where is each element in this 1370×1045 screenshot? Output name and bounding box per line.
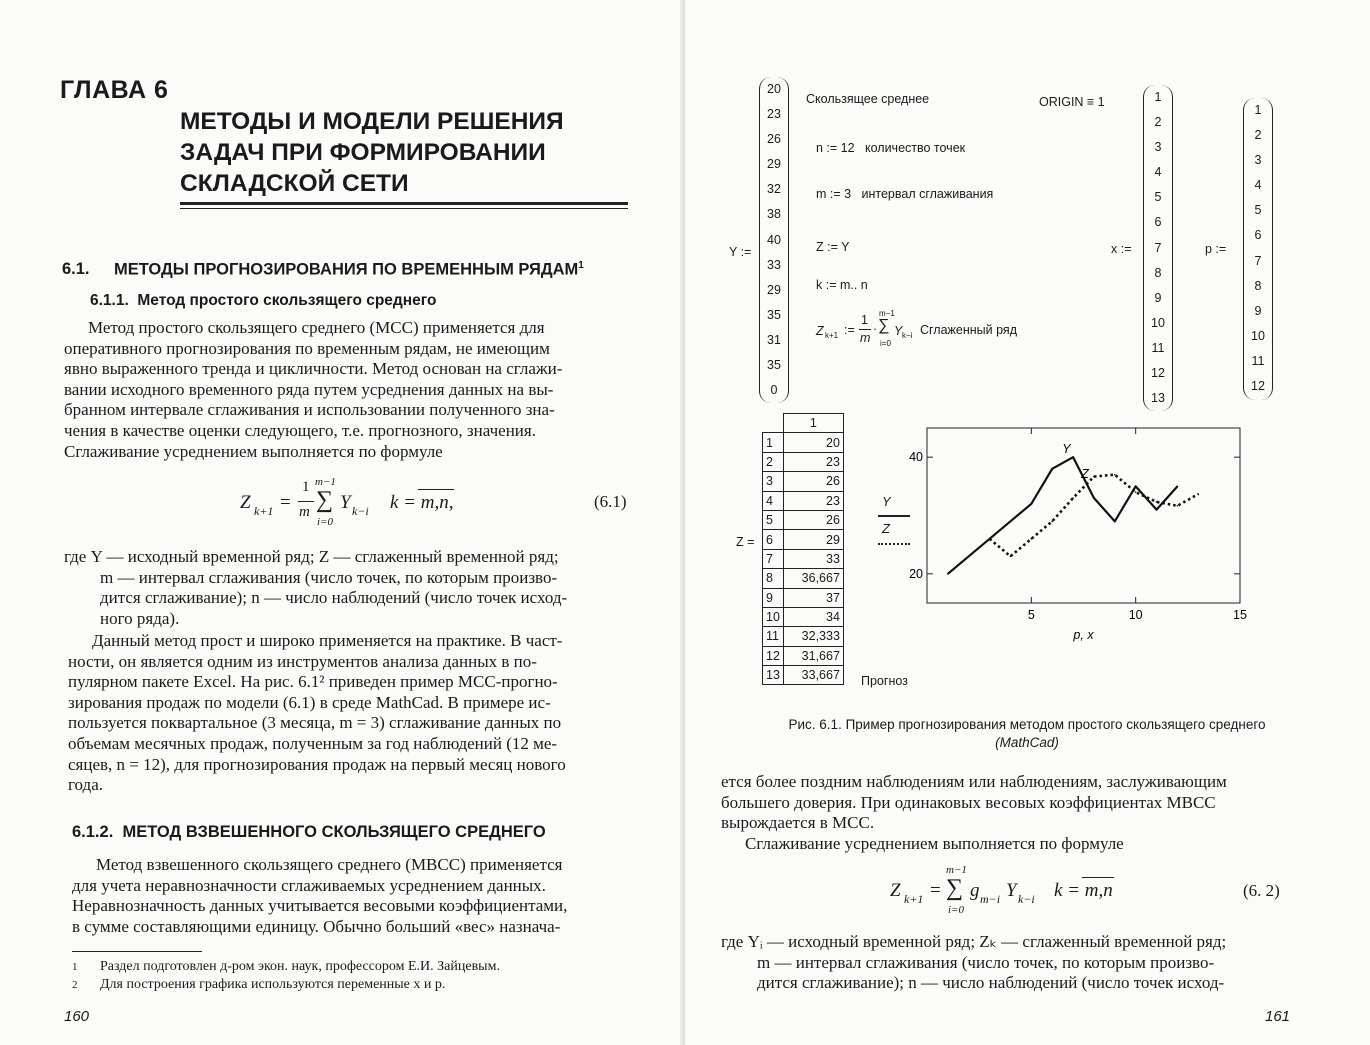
sum-symbol: ∑: [946, 875, 964, 901]
table-header-row: [763, 414, 844, 433]
m-definition: m := 3 интервал сглаживания: [816, 187, 994, 201]
table-cell-value: 33,667: [783, 666, 843, 685]
eq-frac-num: 1: [302, 479, 310, 495]
eq-lhs-sub: k+1: [254, 504, 274, 518]
mc-sum-top: m−1: [879, 309, 895, 318]
text-line: объемам месячных продаж, полученным за год наблюдений (12 ме-: [68, 733, 558, 753]
series-line-y: [948, 457, 1178, 574]
chapter-title-line: СКЛАДСКОЙ СЕТИ: [180, 170, 409, 197]
text-line: m — интервал сглаживания (число точек, по которым произво-: [100, 567, 558, 587]
text-line: сяцев, n = 12), для прогнозирования продаж на первый месяц нового: [68, 754, 566, 774]
mc-term-sub: k−i: [902, 331, 913, 340]
text-line: оперативного прогнозирования по временным рядам, не имеющим: [64, 338, 550, 358]
data-point-y: [1072, 456, 1074, 458]
eq-g-sub: m−i: [980, 892, 1001, 906]
eq-equals: =: [930, 880, 941, 901]
table-row: [763, 627, 844, 646]
text-line: Метод взвешенного скользящего среднего (МВСС) применяется: [96, 855, 563, 874]
paragraph-where-2: [721, 932, 1291, 994]
chapter-rule-thin: [180, 208, 628, 209]
caption-line: (MathCad): [995, 735, 1059, 750]
vector-entry: 33: [767, 257, 781, 272]
table-cell-value: 31,667: [783, 646, 843, 665]
table-row: [763, 452, 844, 471]
eq-term: Y: [1006, 880, 1017, 901]
vector-entry: 10: [1151, 315, 1165, 330]
table-row: [763, 510, 844, 529]
table-cell-value: 37: [783, 588, 843, 607]
table-header: 1: [783, 414, 843, 433]
table-row: [763, 549, 844, 568]
z-table-label: Z =: [736, 535, 755, 549]
origin-def: ORIGIN ≡ 1: [1039, 95, 1105, 109]
data-point-y: [947, 573, 949, 575]
text-line: где Y — исходный временной ряд; Z — сглаженный временной ряд;: [64, 547, 559, 566]
data-point-z: [989, 538, 991, 540]
vector-entry: 35: [767, 307, 781, 322]
equation-6-1: [240, 474, 500, 534]
eq-g: g: [970, 880, 980, 901]
data-point-z: [1135, 491, 1137, 493]
paragraph-continued: [721, 772, 1291, 854]
legend-z-label: Z: [882, 521, 890, 536]
data-point-y: [1135, 486, 1137, 488]
chapter-title-line: МЕТОДЫ И МОДЕЛИ РЕШЕНИЯ: [180, 108, 564, 135]
text-line: года.: [68, 775, 104, 795]
vector-entry: 6: [1254, 228, 1262, 243]
text-line: Неравнозначность данных учитывается весовыми коэффициентами,: [72, 896, 568, 916]
text-line: Сглаживание усреднением выполняется по формуле: [64, 441, 443, 461]
mc-sum-bot: i=0: [880, 339, 891, 348]
vector-entry: 2: [1154, 115, 1162, 130]
forecast-label: Прогноз: [861, 674, 908, 688]
eq-range-overline: [418, 489, 454, 490]
vector-entry: 11: [1251, 353, 1265, 368]
vector-entry: 1: [1154, 90, 1162, 104]
vector-entry: 4: [1254, 178, 1262, 193]
table-cell-index: 5: [763, 510, 784, 529]
page-number: 161: [1265, 1008, 1291, 1025]
footnote-text: Раздел подготовлен д-ром экон. наук, профессором Е.И. Зайцевым.: [100, 959, 500, 974]
table-row: [763, 569, 844, 588]
text-line: зирования продаж по модели (6.1) в среде MathCad. В примере ис-: [68, 692, 551, 712]
footnotes: [72, 958, 632, 994]
table-cell-value: 20: [783, 433, 843, 452]
text-line: пользуется поквартальное (3 месяца, m = 3) сглаживание данных по: [68, 713, 562, 733]
vector-entry: 26: [767, 132, 781, 147]
table-row: [763, 491, 844, 510]
text-line: вании исходного временного ряда путем усреднения данных на вы-: [64, 379, 554, 399]
text-line: для учета неравнозначности сглаживаемых усреднением данных.: [72, 875, 546, 895]
table-row: [763, 530, 844, 549]
vector-entry: 5: [1254, 203, 1262, 218]
table-cell-index: 10: [763, 607, 784, 626]
paragraph-where: [64, 547, 630, 629]
section-title: [114, 260, 584, 280]
section-number: 6.1.: [62, 260, 90, 278]
table-cell-value: 32,333: [783, 627, 843, 646]
equation-number: (6. 2): [1243, 881, 1280, 900]
vector-entry: 38: [767, 207, 781, 222]
table-row: [763, 607, 844, 626]
subsection-title: 6.1.1. Метод простого скользящего среднего: [90, 292, 437, 309]
vector-entry: 7: [1254, 253, 1262, 268]
table-row: [763, 433, 844, 452]
vector-entry: 29: [767, 157, 781, 172]
mc-assign: :=: [844, 323, 855, 337]
text-line: чения в качестве оценки следующего, т.е. прогнозного, значения.: [64, 420, 536, 440]
data-point-y: [1010, 521, 1012, 523]
mc-term: Y: [894, 324, 903, 338]
y-tick-label: 40: [909, 450, 923, 465]
equation-number: (6.1): [594, 492, 627, 511]
vector-entry: 23: [767, 107, 781, 122]
table-cell-value: 23: [783, 491, 843, 510]
mc-frac-den: m: [860, 331, 871, 345]
eq-sum-top: m−1: [315, 476, 336, 488]
table-cell-index: 9: [763, 588, 784, 607]
y-vector-label: Y :=: [729, 245, 752, 259]
chapter-title: [180, 106, 640, 199]
k-definition: k := m.. n: [816, 278, 868, 292]
text-line: ности, он является одним из инструментов анализа данных в по-: [68, 651, 537, 671]
vector-entry: 3: [1154, 140, 1162, 155]
vector-entry: 13: [1151, 391, 1165, 406]
x-tick-label: 5: [1027, 608, 1035, 622]
mc-frac-num: 1: [861, 313, 868, 327]
text-line: бранном интервале сглаживания и использовании полученного зна-: [64, 400, 555, 420]
data-point-z: [1072, 497, 1074, 499]
mathcad-smoothing-formula: [816, 308, 1056, 352]
vector-entry: 12: [1251, 379, 1265, 394]
vector-entry: 31: [767, 332, 781, 347]
text-line: пулярном пакете Excel. На рис. 6.1² приведен пример МСС-прогно-: [68, 672, 558, 692]
chapter-label: ГЛАВА 6: [60, 76, 169, 104]
text-line: вырождается в МСС.: [721, 813, 875, 833]
text-line: ного ряда).: [100, 608, 180, 628]
eq-term-sub: k−i: [1018, 892, 1035, 906]
table-cell-index: 8: [763, 569, 784, 588]
data-point-y: [1156, 509, 1158, 511]
vector-entry: 20: [767, 82, 781, 96]
text-line: ется более поздним наблюдениям или наблюдениям, заслуживающим: [721, 772, 1227, 791]
table-cell-index: 7: [763, 549, 784, 568]
paragraph-mvss: [72, 855, 638, 937]
vector-entry: 32: [767, 182, 781, 197]
mc-lhs-sub: k+1: [825, 331, 839, 340]
table-cell-index: 11: [763, 627, 784, 646]
table-row: [763, 588, 844, 607]
table-cell-value: 26: [783, 510, 843, 529]
eq-term-sub: k−i: [352, 504, 369, 518]
line-chart: [885, 420, 1265, 650]
text-line: где Yᵢ — исходный временной ряд; Zₖ — сглаженный временной ряд;: [721, 932, 1227, 951]
mc-dot: ·: [873, 322, 878, 336]
text-line: Данный метод прост и широко применяется на практике. В част-: [92, 631, 563, 650]
legend-y-label: Y: [882, 494, 891, 509]
data-point-y: [968, 556, 970, 558]
data-point-z: [1010, 556, 1012, 558]
eq-range: k = m,n: [1054, 880, 1113, 901]
sum-symbol: ∑: [316, 487, 334, 513]
x-tick-label: 10: [1128, 608, 1143, 622]
plot-frame: [927, 428, 1240, 603]
data-point-z: [1031, 538, 1033, 540]
eq-sum-bot: i=0: [317, 516, 333, 528]
caption-line: Рис. 6.1. Пример прогнозирования методом простого скользящего среднего: [788, 717, 1266, 732]
vector-entry: 2: [1254, 128, 1262, 143]
table-row: [763, 666, 844, 685]
data-point-y: [1177, 486, 1179, 488]
table-cell-value: 23: [783, 452, 843, 471]
footnote-text: Для построения графика используются переменные x и p.: [100, 977, 446, 992]
table-row: [763, 472, 844, 491]
series-line-z: [990, 475, 1199, 557]
x-vector-label: x :=: [1111, 242, 1132, 256]
text-line: Сглаживание усреднением выполняется по формуле: [745, 833, 1124, 853]
text-line: в сумме составляющими единицу. Обычно больший «вес» назнача-: [72, 916, 561, 936]
text-line: большего доверия. При одинаковых весовых коэффициентах МВСС: [721, 792, 1216, 812]
paragraph-mss: [64, 318, 630, 462]
y-vector: [759, 77, 789, 403]
eq-lhs-sub: k+1: [904, 892, 924, 906]
footnote-mark: 2: [72, 979, 78, 991]
vector-entry: 40: [767, 232, 781, 247]
z-definition: Z := Y: [816, 240, 850, 254]
section-title-text: МЕТОДЫ ПРОГНОЗИРОВАНИЯ ПО ВРЕМЕННЫМ РЯДАМ: [114, 260, 579, 279]
data-point-z: [1114, 474, 1116, 476]
p-vector: [1243, 98, 1273, 400]
vector-entry: 10: [1251, 328, 1265, 343]
data-point-z: [1093, 476, 1095, 478]
table-cell-index: 3: [763, 472, 784, 491]
paragraph-excel: [68, 631, 634, 796]
eq-frac-den: m: [299, 504, 310, 520]
table-cell-index: 2: [763, 452, 784, 471]
vector-entry: 12: [1151, 366, 1165, 381]
vector-entry: 3: [1254, 153, 1262, 168]
text-line: дится сглаживание); n — число наблюдений (число точек исход-: [100, 588, 568, 608]
series-label-z: Z: [1081, 467, 1089, 481]
x-axis-label: p, x: [1073, 628, 1094, 642]
x-vector: [1143, 85, 1173, 411]
eq-range: k = m,n,: [390, 492, 454, 513]
y-tick-label: 20: [909, 566, 923, 581]
vector-entry: 9: [1254, 303, 1262, 318]
text-line: явно выраженного тренда и цикличности. Метод основан на сглажи-: [64, 359, 563, 379]
eq-sum-bot: i=0: [948, 904, 964, 916]
vector-entry: 7: [1154, 240, 1162, 255]
figure-caption: [727, 716, 1327, 752]
data-point-y: [1093, 497, 1095, 499]
table-cell-value: 34: [783, 607, 843, 626]
footnote-separator: [72, 951, 202, 952]
vector-entry: 1: [1254, 103, 1262, 117]
equation-6-2: [890, 864, 1130, 924]
mc-smooth-label: Сглаженный ряд: [920, 323, 1017, 337]
text-line: дится сглаживание); n — число наблюдений (число точек исход-: [757, 973, 1225, 993]
vector-entry: 5: [1154, 190, 1162, 205]
vector-entry: 8: [1154, 265, 1162, 280]
vector-entry: 9: [1154, 290, 1162, 305]
chapter-title-line: ЗАДАЧ ПРИ ФОРМИРОВАНИИ: [180, 139, 546, 166]
vector-entry: 35: [767, 358, 781, 373]
eq-lhs: Z: [240, 492, 251, 513]
data-point-y: [1114, 521, 1116, 523]
data-point-y: [1051, 468, 1053, 470]
eq-lhs: Z: [890, 880, 901, 901]
eq-sum-top: m−1: [946, 864, 967, 876]
eq-frac-bar: [298, 501, 314, 502]
vector-entry: 8: [1254, 278, 1262, 293]
table-cell-value: 26: [783, 472, 843, 491]
chapter-rule-thick: [180, 202, 628, 205]
z-table: [762, 413, 844, 685]
table-cell-index: 4: [763, 491, 784, 510]
vector-entry: 0: [770, 383, 778, 398]
eq-term: Y: [340, 492, 351, 513]
eq-range-overline: [1082, 877, 1114, 878]
table-cell-value: 36,667: [783, 569, 843, 588]
data-point-z: [1156, 501, 1158, 503]
vector-entry: 11: [1151, 340, 1165, 355]
text-line: Метод простого скользящего среднего (МСС) применяется для: [88, 318, 545, 337]
mc-frac-bar: [859, 329, 871, 330]
footnote: [72, 958, 632, 976]
footnote: [72, 976, 632, 994]
n-definition: n := 12 количество точек: [816, 141, 966, 155]
x-tick-label: 15: [1233, 608, 1247, 622]
page-number: 160: [64, 1008, 90, 1025]
vector-entry: 4: [1154, 165, 1162, 180]
footnote-ref: 1: [578, 260, 584, 271]
mc-title: Скользящее среднее: [806, 92, 930, 106]
data-point-z: [1051, 521, 1053, 523]
data-point-z: [1197, 493, 1199, 495]
right-page: [685, 0, 1370, 1045]
p-vector-label: p :=: [1205, 242, 1227, 256]
data-point-y: [1031, 503, 1033, 505]
series-label-y: Y: [1062, 441, 1071, 456]
table-cell-value: 33: [783, 549, 843, 568]
table-cell-index: 13: [763, 666, 784, 685]
vector-entry: 6: [1154, 215, 1162, 230]
table-cell-index: 12: [763, 646, 784, 665]
footnote-mark: 1: [72, 961, 78, 973]
eq-equals: =: [280, 492, 291, 513]
mc-lhs: Z: [816, 324, 824, 338]
text-line: m — интервал сглаживания (число точек, по которым произво-: [757, 952, 1215, 972]
table-cell-index: 6: [763, 530, 784, 549]
sum-symbol: ∑: [878, 317, 890, 334]
subsection-title: 6.1.2. МЕТОД ВЗВЕШЕННОГО СКОЛЬЗЯЩЕГО СРЕДНЕГО: [72, 823, 546, 841]
data-point-z: [1177, 505, 1179, 507]
table-cell-value: 29: [783, 530, 843, 549]
table-cell-index: 1: [763, 433, 784, 452]
vector-entry: 29: [767, 282, 781, 297]
table-row: [763, 646, 844, 665]
